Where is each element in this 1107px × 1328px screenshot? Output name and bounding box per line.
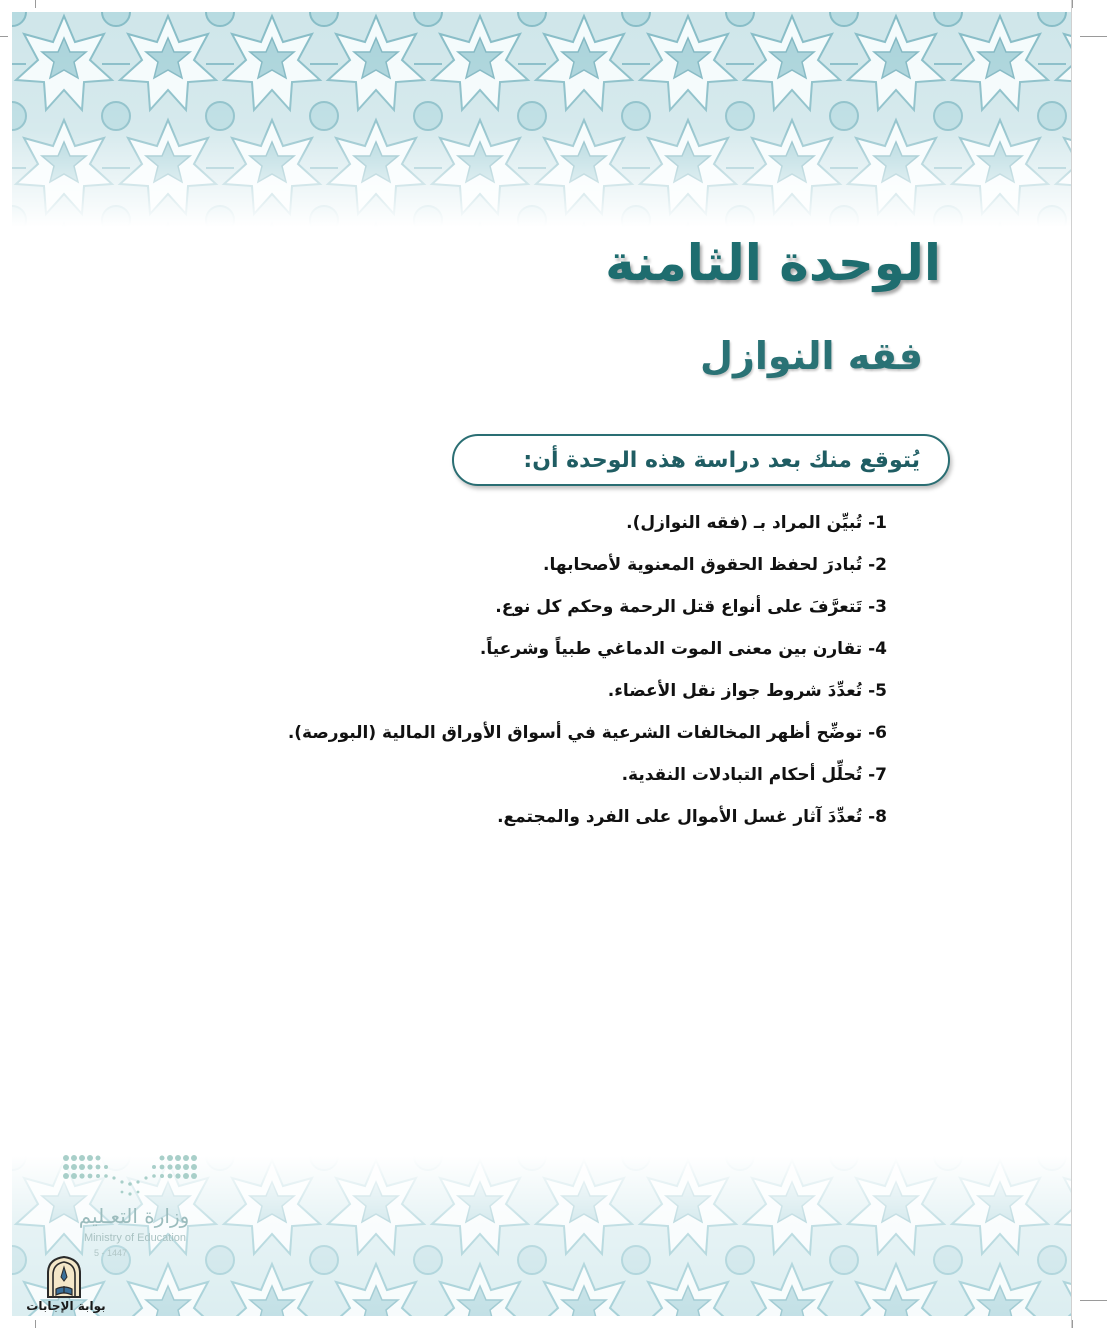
crop-mark-bottom-right-v bbox=[1072, 1320, 1073, 1328]
page-edge-right bbox=[1071, 0, 1072, 1328]
unit-title: الوحدة الثامنة bbox=[605, 234, 941, 292]
unit-subtitle: فقه النوازل bbox=[699, 334, 923, 378]
ministry-name-arabic: وزارة التعـليم bbox=[78, 1204, 190, 1228]
objective-item: 3- تَتعرَّفَ على أنواع قتل الرحمة وحكم كل نوع. bbox=[495, 597, 887, 617]
ministry-year: 5 - 1447 bbox=[94, 1248, 128, 1258]
portal-badge bbox=[26, 1255, 110, 1317]
objective-item: 4- تقارن بين معنى الموت الدماغي طبياً وشرعياً. bbox=[479, 639, 887, 659]
objective-item: 7- تُحلِّل أحكام التبادلات النقدية. bbox=[621, 765, 887, 785]
ministry-dots-logo-icon bbox=[60, 1152, 200, 1200]
arch-book-icon bbox=[42, 1255, 86, 1299]
objectives-list bbox=[288, 509, 887, 845]
objective-item: 6- توضِّح أظهر المخالفات الشرعية في أسواق الأوراق المالية (البورصة). bbox=[287, 723, 887, 743]
objectives-heading-box bbox=[452, 434, 950, 486]
objectives-heading: يُتوقع منك بعد دراسة هذه الوحدة أن: bbox=[523, 447, 920, 473]
objective-item: 8- تُعدِّدَ آثار غسل الأموال على الفرد والمجتمع. bbox=[497, 807, 887, 827]
ministry-logo bbox=[60, 1152, 210, 1272]
top-pattern-band bbox=[12, 12, 1071, 227]
crop-mark-top-left-h bbox=[0, 36, 8, 37]
islamic-star-pattern-icon bbox=[12, 12, 1071, 227]
book-page bbox=[12, 12, 1071, 1316]
objective-item: 5- تُعدِّدَ شروط جواز نقل الأعضاء. bbox=[607, 681, 887, 701]
objective-item: 2- تُبادرَ لحفظ الحقوق المعنوية لأصحابها. bbox=[543, 555, 887, 575]
crop-mark-top-right-h bbox=[1080, 36, 1107, 37]
objective-item: 1- تُبيِّن المراد بـ (فقه النوازل). bbox=[626, 513, 887, 533]
crop-mark-bottom-right-h bbox=[1080, 1300, 1107, 1301]
portal-label: بوابة الإجابات bbox=[26, 1299, 106, 1313]
crop-mark-top-left-v bbox=[35, 0, 36, 8]
crop-mark-top-right-v bbox=[1072, 0, 1073, 8]
ministry-name-english: Ministry of Education bbox=[83, 1232, 187, 1244]
crop-mark-bottom-left-v bbox=[35, 1320, 36, 1328]
